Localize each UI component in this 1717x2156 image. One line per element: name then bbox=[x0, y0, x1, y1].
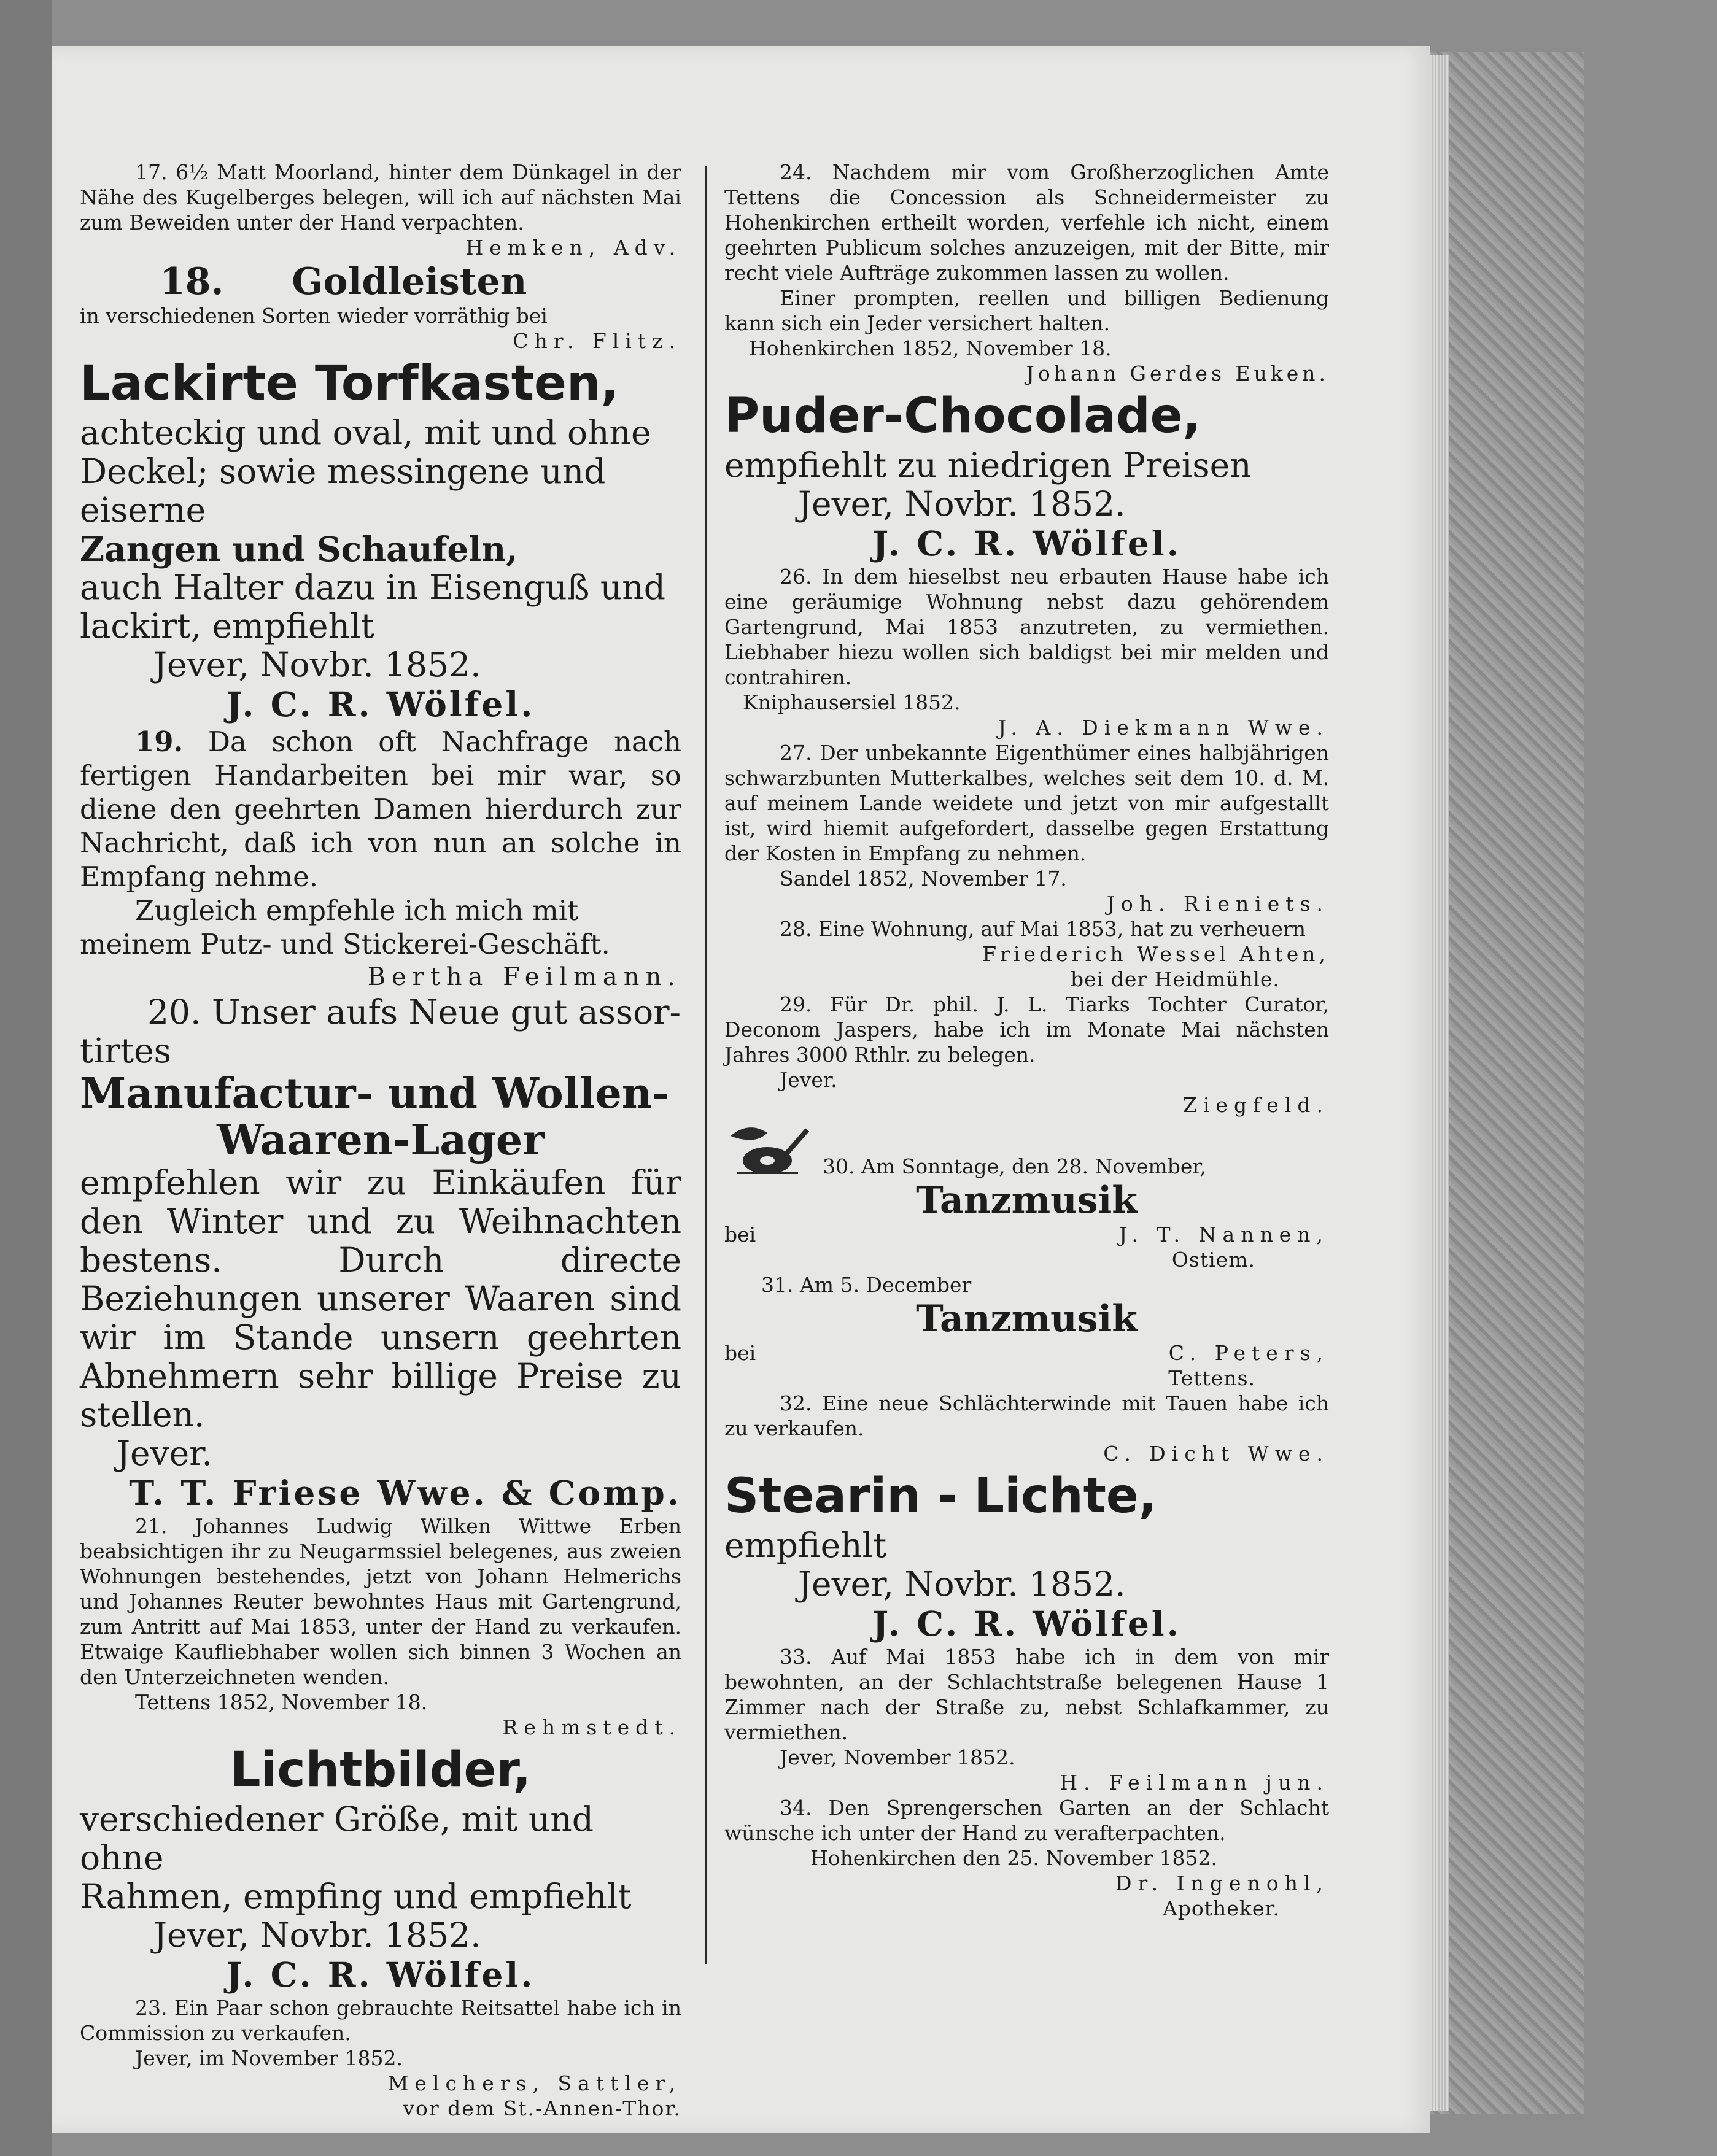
stearin-title: Stearin - Lichte, bbox=[724, 1469, 1157, 1524]
torfkasten-line3: Zangen und Schaufeln, bbox=[80, 529, 518, 569]
ad-26-signature: J. A. Diekmann Wwe. bbox=[998, 716, 1329, 740]
ad-18-text: in verschiedenen Sorten wieder vorräthig bei bbox=[80, 304, 548, 328]
right-column bbox=[724, 160, 1329, 1921]
ad-27-text: 27. Der unbekannte Eigenthümer eines halbjährigen schwarzbunten Mutterkalbes, welches seit dem 10. d. M. auf meinem Lande weidete und jetzt von mir aufgestallt ist, wird hiemit aufgefordert, dasselbe gegen Erstattung der Kosten in Empfang zu nehmen. bbox=[724, 741, 1329, 865]
ad-24-date: Hohenkirchen 1852, November 18. bbox=[749, 336, 1112, 360]
ad-28-text: 28. Eine Wohnung, auf Mai 1853, hat zu verheuern bbox=[780, 917, 1306, 941]
ad-20-location: Jever. bbox=[117, 1434, 212, 1473]
ad-28 bbox=[724, 916, 1329, 992]
ad-19-text bbox=[80, 725, 681, 894]
ad-31-head: 31. Am 5. December bbox=[761, 1273, 972, 1297]
lichtbilder-date: Jever, Novbr. 1852. bbox=[153, 1915, 481, 1955]
torfkasten-line4: auch Halter dazu in Eisenguß und bbox=[80, 568, 665, 607]
puder-firm: J. C. R. Wölfel. bbox=[872, 524, 1181, 563]
puder-line1: empfiehlt zu niedrigen Preisen bbox=[724, 446, 1252, 485]
ad-20-firm: T. T. Friese Wwe. & Comp. bbox=[129, 1473, 681, 1513]
ad-20-line1: 20. Unser aufs Neue gut assor- bbox=[147, 992, 681, 1032]
ad-18-signature: Chr. Flitz. bbox=[513, 329, 681, 353]
ad-31-title: Tanzmusik bbox=[916, 1297, 1138, 1340]
torfkasten-line2: Deckel; sowie messingene und eiserne bbox=[80, 452, 606, 530]
ad-23-date: Jever, im November 1852. bbox=[135, 2046, 403, 2070]
ad-24-text2: Einer prompten, reellen und billigen Bedienung kann sich ein Jeder versichert halten. bbox=[724, 286, 1329, 335]
ad-19-signature: Bertha Feilmann. bbox=[367, 963, 681, 991]
ad-29-text: 29. Für Dr. phil. J. L. Tiarks Tochter Curator, Deconom Jaspers, habe ich im Monate Mai nächsten Jahres 3000 Rthlr. zu belegen. bbox=[724, 992, 1329, 1067]
ad-20 bbox=[80, 993, 681, 1513]
ad-puder bbox=[724, 390, 1329, 564]
torfkasten-date: Jever, Novbr. 1852. bbox=[153, 645, 481, 684]
ad-30-bei: bei bbox=[724, 1223, 756, 1246]
ad-30-header bbox=[724, 1118, 1329, 1179]
puder-title: Puder-Chocolade, bbox=[724, 388, 1201, 444]
ad-lichtbilder bbox=[80, 1744, 681, 1995]
puder-date: Jever, Novbr. 1852. bbox=[798, 484, 1126, 524]
ad-17 bbox=[80, 160, 681, 260]
ad-20-heading1: Manufactur- und Wollen- bbox=[80, 1069, 670, 1118]
ad-32 bbox=[724, 1391, 1329, 1466]
torfkasten-line5: lackirt, empfiehlt bbox=[80, 606, 374, 646]
ad-28-signature2: bei der Heidmühle. bbox=[1071, 967, 1280, 991]
ad-32-signature: C. Dicht Wwe. bbox=[1103, 1442, 1329, 1466]
ad-33-signature: H. Feilmann jun. bbox=[1060, 1771, 1329, 1795]
lute-icon bbox=[724, 1118, 810, 1179]
ad-34 bbox=[724, 1795, 1329, 1921]
ad-18-heading bbox=[80, 260, 681, 303]
ad-19-number: 19. bbox=[135, 725, 184, 758]
ad-31-signature2: Tettens. bbox=[1168, 1366, 1255, 1390]
ad-23-signature2: vor dem St.-Annen-Thor. bbox=[403, 2096, 681, 2120]
lichtbilder-line1: verschiedener Größe, mit und ohne bbox=[80, 1799, 594, 1877]
ad-17-text: 17. 6½ Matt Moorland, hinter dem Dünkagel in der Nähe des Kugelberges belegen, will ich auf nächsten Mai zum Beweiden unter der Hand verpachten. bbox=[80, 160, 681, 234]
ad-17-signature: Hemken, Adv. bbox=[465, 236, 681, 260]
ad-23-signature: Melchers, Sattler, bbox=[387, 2071, 681, 2095]
ad-34-date: Hohenkirchen den 25. November 1852. bbox=[810, 1846, 1217, 1870]
ad-21-date: Tettens 1852, November 18. bbox=[135, 1690, 428, 1714]
ad-18 bbox=[80, 260, 681, 354]
ad-30-signature2: Ostiem. bbox=[1171, 1248, 1255, 1272]
left-column bbox=[80, 160, 681, 2121]
ad-32-text: 32. Eine neue Schlächterwinde mit Tauen habe ich zu verkaufen. bbox=[724, 1391, 1329, 1440]
ad-34-signature2: Apotheker. bbox=[1162, 1896, 1280, 1920]
binding-edge bbox=[0, 0, 52, 2156]
ad-26-date: Kniphausersiel 1852. bbox=[743, 690, 961, 714]
ad-28-signature: Friederich Wessel Ahten, bbox=[982, 942, 1329, 966]
ad-34-signature: Dr. Ingenohl, bbox=[1115, 1871, 1329, 1895]
ad-21-signature: Rehmstedt. bbox=[502, 1715, 681, 1739]
ad-33 bbox=[724, 1644, 1329, 1795]
ad-29-location: Jever. bbox=[780, 1068, 837, 1092]
ad-30-title: Tanzmusik bbox=[916, 1179, 1138, 1222]
book-cover-board bbox=[1430, 52, 1584, 2114]
torfkasten-line1: achteckig und oval, mit und ohne bbox=[80, 413, 651, 452]
ad-30-signature: J. T. Nannen, bbox=[1118, 1223, 1329, 1246]
ad-23-text: 23. Ein Paar schon gebrauchte Reitsattel habe ich in Commission zu verkaufen. bbox=[80, 1996, 681, 2045]
stearin-line1: empfiehlt bbox=[724, 1526, 887, 1565]
ad-24 bbox=[724, 160, 1329, 386]
ad-19-body: Da schon oft Nachfrage nach fertigen Handarbeiten bei mir war, so diene den geehrten Damen hierdurch zur Nachricht, daß ich von nun an solche in Empfang nehme. bbox=[80, 725, 681, 893]
lichtbilder-title: Lichtbilder, bbox=[230, 1742, 532, 1798]
ad-27-date: Sandel 1852, November 17. bbox=[780, 867, 1067, 891]
ad-20-body: empfehlen wir zu Einkäufen für den Winter und zu Weihnachten bestens. Durch directe Beziehungen unserer Waaren sind wir im Stande unsern geehrten Abnehmern sehr billige Preise zu stellen. bbox=[80, 1163, 681, 1434]
ad-21 bbox=[80, 1513, 681, 1740]
lichtbilder-firm: J. C. R. Wölfel. bbox=[226, 1955, 535, 1995]
ad-20-heading2: Waaren-Lager bbox=[217, 1116, 545, 1165]
ad-30 bbox=[724, 1118, 1329, 1272]
ad-26 bbox=[724, 564, 1329, 740]
ad-27 bbox=[724, 740, 1329, 916]
ad-23 bbox=[80, 1995, 681, 2121]
ad-27-signature: Joh. Rieniets. bbox=[1106, 892, 1329, 916]
ad-29 bbox=[724, 992, 1329, 1118]
ad-21-text: 21. Johannes Ludwig Wilken Wittwe Erben beabsichtigen ihr zu Neugarmssiel belegenes, aus zweien Wohnungen bestehendes, jetzt von Johann Helmerichs und Johannes Reuter bewohntes Haus mit Gartengrund, zum Antritt auf Mai 1853, unter der Hand zu verkaufen. Etwaige Kaufliebhaber wollen sich binnen 3 Wochen an den Unterzeichneten wenden. bbox=[80, 1514, 681, 1689]
stearin-firm: J. C. R. Wölfel. bbox=[872, 1604, 1181, 1644]
ad-31-signature: C. Peters, bbox=[1168, 1341, 1329, 1365]
torfkasten-title: Lackirte Torfkasten, bbox=[80, 356, 619, 411]
ad-stearin bbox=[724, 1470, 1329, 1644]
stearin-date: Jever, Novbr. 1852. bbox=[798, 1564, 1126, 1604]
torfkasten-firm: J. C. R. Wölfel. bbox=[226, 684, 535, 724]
ad-31-bei: bei bbox=[724, 1341, 756, 1365]
ad-30-sigline bbox=[724, 1222, 1329, 1247]
ad-30-head: 30. Am Sonntage, den 28. November, bbox=[823, 1154, 1207, 1178]
ad-18-title: Goldleisten bbox=[292, 260, 527, 303]
ad-24-text: 24. Nachdem mir vom Großherzoglichen Amte Tettens die Concession als Schneidermeister zu Hohenkirchen ertheilt worden, verfehle ich nicht, einem geehrten Publicum solches anzuzeigen, mit der Bitte, mir recht viele Aufträge zukommen lassen zu wollen. bbox=[724, 160, 1329, 285]
ad-31-sigline bbox=[724, 1340, 1329, 1366]
ad-26-text: 26. In dem hieselbst neu erbauten Hause habe ich eine geräumige Wohnung nebst dazu gehörendem Gartengrund, Mai 1853 anzutreten, zu vermiethen. Liebhaber hiezu wollen sich baldigst bei mir melden und contrahiren. bbox=[724, 565, 1329, 689]
ad-24-signature: Johann Gerdes Euken. bbox=[1026, 361, 1329, 385]
column-rule bbox=[705, 166, 707, 1964]
ad-18-number: 18. bbox=[160, 260, 224, 303]
ad-33-text: 33. Auf Mai 1853 habe ich in dem von mir bewohnten, an der Schlachtstraße belegenen Hause 1 Zimmer nach der Straße zu, nebst Schlafkammer, zu vermiethen. bbox=[724, 1645, 1329, 1744]
ad-19 bbox=[80, 725, 681, 993]
ad-31 bbox=[724, 1272, 1329, 1391]
ad-33-date: Jever, November 1852. bbox=[780, 1745, 1015, 1769]
ad-19-text2: Zugleich empfehle ich mich mit meinem Putz- und Stickerei-Geschäft. bbox=[80, 894, 610, 960]
lichtbilder-line2: Rahmen, empfing und empfiehlt bbox=[80, 1877, 632, 1916]
ad-34-text: 34. Den Sprengerschen Garten an der Schlacht wünsche ich unter der Hand zu verafterpachten. bbox=[724, 1796, 1329, 1845]
ad-torfkasten bbox=[80, 357, 681, 725]
ad-20-line2: tirtes bbox=[80, 1031, 171, 1070]
ad-29-signature: Ziegfeld. bbox=[1182, 1093, 1329, 1117]
